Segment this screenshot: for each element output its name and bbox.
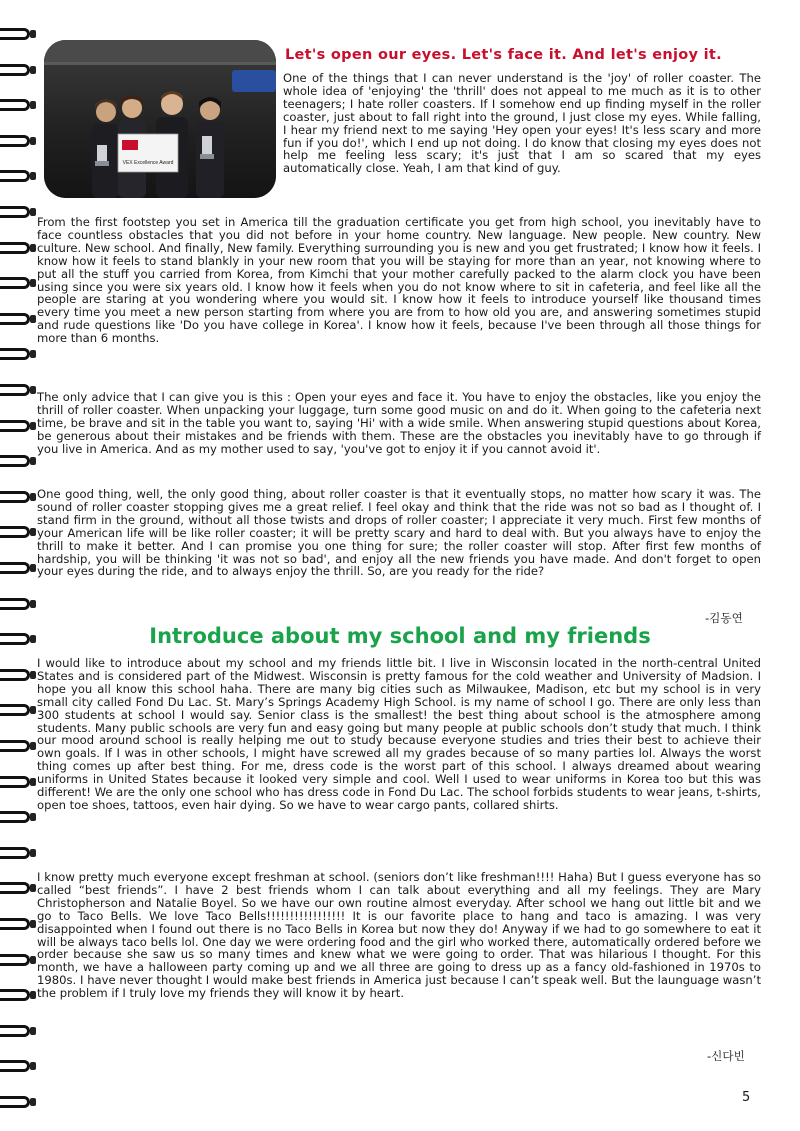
trophy-left bbox=[95, 145, 109, 166]
spiral-ring bbox=[0, 242, 36, 256]
article2-title: Introduce about my school and my friends bbox=[149, 624, 651, 648]
spiral-ring bbox=[0, 64, 36, 78]
spiral-ring bbox=[0, 526, 36, 540]
article1-paragraph-1: One of the things that I can never understand is the 'joy' of roller coaster. The whole idea of 'enjoying' the 'thrill' does not appeal to me much as it is to other teenagers; I hate roller coasters. If I somehow end up finding myself in the roller coaster, just about to fall right into the ground, I just close my eyes. While falling, I hear my friend next to me saying 'Hey open your eyes! It's less scary and more fun if you do!', which I end up not doing. I do know that closing my eyes does not help me feeling less scary; it's just that I am so scared that my eyes automatically close. Yeah, I am that kind of guy. bbox=[283, 71, 761, 176]
spiral-ring bbox=[0, 99, 36, 113]
award-sign bbox=[118, 134, 178, 172]
spiral-ring bbox=[0, 847, 36, 861]
spiral-ring bbox=[0, 918, 36, 932]
spiral-ring bbox=[0, 384, 36, 398]
spiral-ring bbox=[0, 348, 36, 362]
spiral-ring bbox=[0, 740, 36, 754]
article1-title: Let's open our eyes. Let's face it. And let's enjoy it. bbox=[285, 47, 722, 63]
award-photo bbox=[44, 40, 276, 198]
page-number: 5 bbox=[742, 1090, 751, 1105]
article2-signature: -신다빈 bbox=[707, 1049, 745, 1063]
article1-paragraph-2: From the first footstep you set in America till the graduation certificate you get from high school, you inevitably have to face countless obstacles that you did not before in your home country. New language. New people. New country. New culture. New school. And finally, New family. Everything surrounding you is new and you get frustrated; I know how it feels. I know how it feels to stand blankly in your new room that you will be staying for more than an year, not knowing where to put all the stuff you carried from Korea, from Kimchi that your mother carefully packed to the alarm clock you have been using since you were six years old. I know how it feels when you do not know where to sit in cafeteria, and feel like all the people are staring at you wondering where you would sit. I know how it feels to introduce yourself like thousand times every time you meet a new person starting from where you are from to how old you are, and answering sometimes stupid and rude questions like 'Do you have college in Korea'. I know how it feels, because I've been through all those things for more than 6 months. bbox=[37, 215, 761, 346]
spiral-ring bbox=[0, 669, 36, 683]
banner-sign bbox=[232, 70, 276, 92]
spiral-ring bbox=[0, 1096, 36, 1110]
article1-paragraph-3: The only advice that I can give you is this : Open your eyes and face it. You have to enjoy the obstacles, like you enjoy the thrill of roller coaster. When unpacking your luggage, turn some good music on and do it. When going to the cafeteria next time, be brave and sit in the table you want to, saying 'Hi' with a wide smile. When answering stupid questions about Korea, be generous about their mistakes and be friends with them. These are the obstacles you inevitably have to go through if you live in America. And as my mother used to say, 'you've got to enjoy it if you cannot avoid it'. bbox=[37, 390, 761, 456]
spiral-ring bbox=[0, 277, 36, 291]
spiral-ring bbox=[0, 420, 36, 434]
spiral-ring bbox=[0, 135, 36, 149]
spiral-ring bbox=[0, 491, 36, 505]
article2-paragraph-2: I know pretty much everyone except freshman at school. (seniors don’t like freshman!!!! Haha) But I guess everyone has so called “best friends”. I have 2 best friends whom I can talk about everything and all my feelings. They are Mary Christopherson and Natalie Boyel. So we have our own routine almost everyday. After school we hang out little bit and we go to Taco Bells. We love Taco Bells!!!!!!!!!!!!!!!!! It is our favorite place to hang and taco is amazing. I was very disappointed when I found out there is no Taco Bells in Korea but now they do! Anyway if we had to go somewhere to eat it will be always taco bells lol. One day we were ordering food and the girl who worked there, automatically ordered before we order because she saw us so many times and knew what we were going to order. That was hilarious I thought. For this month, we have a halloween party coming up and we all three are going to dress up as a fancy old-fashioned in 1970s to 1980s. I have never thought I would make best friends in America just because I can’t speak well. But the launguage wasn’t the problem if I truly love my friends they will know it by heart. bbox=[37, 870, 761, 1001]
spiral-ring bbox=[0, 882, 36, 896]
spiral-ring bbox=[0, 206, 36, 220]
article1-signature: -김동연 bbox=[705, 611, 743, 625]
article1-paragraph-4: One good thing, well, the only good thing, about roller coaster is that it eventually stops, no matter how scary it was. The sound of roller coaster stopping gives me a great relief. I feel okay and think that the ride was not so bad as I thought of. I stand firm in the ground, without all those twists and drops of roller coaster; I appreciate it very much. First few months of your American life will be like roller coaster; it will be pretty scary and hard to deal with. But you always have to enjoy the thrill to make it better. And I can promise you one thing for sure; the roller coaster will stop. After first few months of hardship, you will be thinking 'it was not so bad', and enjoy all the new friends you have made. And don't forget to open your eyes during the ride, and to always enjoy the thrill. So, are you ready for the ride? bbox=[37, 487, 761, 579]
spiral-ring bbox=[0, 170, 36, 184]
spiral-ring bbox=[0, 598, 36, 612]
spiral-ring bbox=[0, 562, 36, 576]
article2-paragraph-1: I would like to introduce about my school and my friends little bit. I live in Wisconsin located in the north-central United States and is considered part of the Midwest. Wisconsin is pretty famous for the cold weather and University of Madsion. I hope you all know this school haha. There are many big cities such as Milwaukee, Madison, etc but my school is in very small city called Fond Du Lac. St. Mary’s Springs Academy High School. is my name of school I go. There are only less than 300 students at school I would say. Senior class is the smallest! the best thing about school is the atmosphere among students. Many public schools are very fun and easy going but many people at public schools don’t study that much. I think our mood around school is really helping me out to study because everyone studies and tries their best to achieve their own goals. If I was in other schools, I might have screwed all my grades because of so many parties lol. Always the worst thing comes up after best thing. For me, dress code is the worst part of this school. I always dreamed about wearing uniforms in United States because it looked very simple and cool. Well I used to wear uniforms in Korea too but this was different! We are the only one school who has dress code in Fond Du Lac. The school forbids students to wear jeans, t-shirts, open toe shoes, tattoos, even hair dying. So we have to wear cargo pants, collared shirts. bbox=[37, 656, 761, 812]
spiral-ring bbox=[0, 313, 36, 327]
spiral-ring bbox=[0, 28, 36, 42]
spiral-ring bbox=[0, 776, 36, 790]
award-sign-text: VEX Excellence Award bbox=[122, 160, 174, 166]
spiral-binding bbox=[0, 0, 40, 1131]
spiral-ring bbox=[0, 811, 36, 825]
spiral-ring bbox=[0, 1060, 36, 1074]
spiral-ring bbox=[0, 989, 36, 1003]
spiral-ring bbox=[0, 455, 36, 469]
trophy-right bbox=[200, 136, 214, 159]
spiral-ring bbox=[0, 704, 36, 718]
spiral-ring bbox=[0, 954, 36, 968]
spiral-ring bbox=[0, 1025, 36, 1039]
award-photo-illustration bbox=[44, 40, 276, 198]
